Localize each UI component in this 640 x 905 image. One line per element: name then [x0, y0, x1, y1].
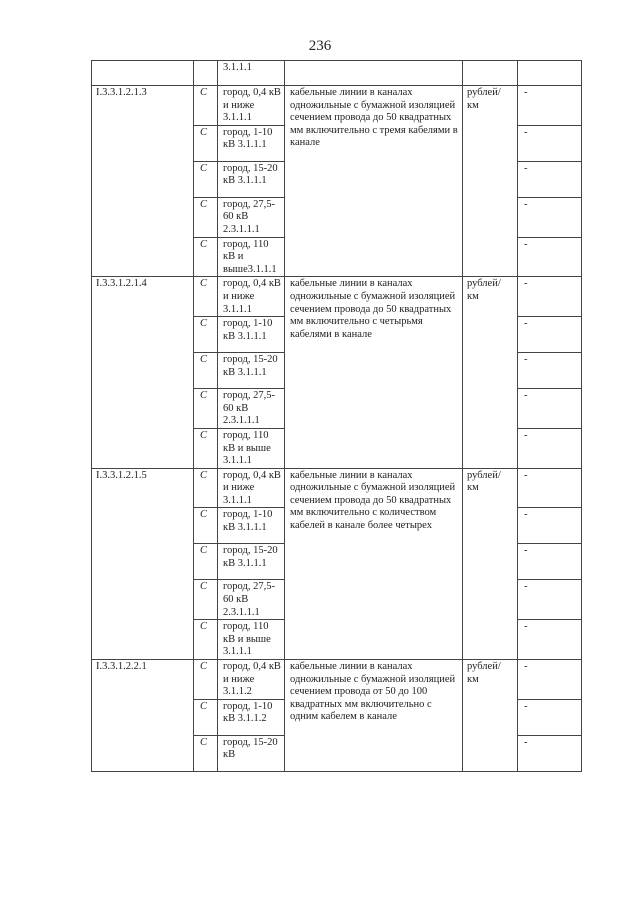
value-cell: -	[518, 389, 582, 429]
code-cell: I.3.3.1.2.1.4	[92, 277, 194, 468]
letter-cell: С	[194, 735, 218, 771]
area-cell: город, 0,4 кВ и ниже 3.1.1.1	[218, 468, 285, 508]
area-cell: город, 0,4 кВ и ниже 3.1.1.1	[218, 277, 285, 317]
letter-cell: С	[194, 468, 218, 508]
area-cell: город, 110 кВ и выше 3.1.1.1	[218, 428, 285, 468]
letter-cell: С	[194, 620, 218, 660]
code-cell	[92, 61, 194, 86]
unit-cell: рублей/ км	[463, 86, 518, 277]
value-cell: -	[518, 317, 582, 353]
letter-cell	[194, 61, 218, 86]
area-cell: город, 1-10 кВ 3.1.1.1	[218, 125, 285, 161]
value-cell: -	[518, 428, 582, 468]
tariff-table	[91, 60, 582, 772]
unit-cell: рублей/ км	[463, 468, 518, 659]
area-cell: город, 110 кВ и выше 3.1.1.1	[218, 620, 285, 660]
area-cell: город, 15-20 кВ	[218, 735, 285, 771]
table-row	[92, 660, 582, 700]
letter-cell: С	[194, 580, 218, 620]
unit-cell: рублей/ км	[463, 277, 518, 468]
value-cell: -	[518, 161, 582, 197]
description-cell: кабельные линии в каналах одножильные с бумажной изоляцией сечением провода до 50 квадратных мм включительно с количеством кабелей в канале более четырех	[285, 468, 463, 659]
value-cell: -	[518, 580, 582, 620]
value-cell: -	[518, 508, 582, 544]
area-cell: город, 0,4 кВ и ниже 3.1.1.1	[218, 86, 285, 126]
value-cell: -	[518, 620, 582, 660]
value-cell: -	[518, 237, 582, 277]
value-cell	[518, 61, 582, 86]
value-cell: -	[518, 277, 582, 317]
letter-cell: С	[194, 660, 218, 700]
area-cell: город, 0,4 кВ и ниже 3.1.1.2	[218, 660, 285, 700]
letter-cell: С	[194, 197, 218, 237]
unit-cell: рублей/ км	[463, 660, 518, 772]
letter-cell: С	[194, 353, 218, 389]
area-cell: город, 15-20 кВ 3.1.1.1	[218, 544, 285, 580]
code-cell: I.3.3.1.2.1.5	[92, 468, 194, 659]
letter-cell: С	[194, 699, 218, 735]
description-cell: кабельные линии в каналах одножильные с бумажной изоляцией сечением провода до 50 квадратных мм включительно с четырьмя кабелями в канале	[285, 277, 463, 468]
letter-cell: С	[194, 508, 218, 544]
value-cell: -	[518, 353, 582, 389]
area-cell: город, 1-10 кВ 3.1.1.1	[218, 317, 285, 353]
letter-cell: С	[194, 86, 218, 126]
letter-cell: С	[194, 428, 218, 468]
value-cell: -	[518, 86, 582, 126]
page-number: 236	[308, 38, 332, 54]
area-cell: город, 27,5-60 кВ 2.3.1.1.1	[218, 389, 285, 429]
table-row	[92, 86, 582, 126]
description-cell	[285, 61, 463, 86]
value-cell: -	[518, 468, 582, 508]
letter-cell: С	[194, 125, 218, 161]
value-cell: -	[518, 197, 582, 237]
area-cell: город, 27,5-60 кВ 2.3.1.1.1	[218, 197, 285, 237]
area-cell: город, 15-20 кВ 3.1.1.1	[218, 353, 285, 389]
code-cell: I.3.3.1.2.2.1	[92, 660, 194, 772]
area-cell: город, 15-20 кВ 3.1.1.1	[218, 161, 285, 197]
letter-cell: С	[194, 544, 218, 580]
code-cell: I.3.3.1.2.1.3	[92, 86, 194, 277]
value-cell: -	[518, 699, 582, 735]
table-row	[92, 277, 582, 317]
table-body	[92, 61, 582, 772]
area-cell: город, 1-10 кВ 3.1.1.1	[218, 508, 285, 544]
area-cell: город, 110 кВ и выше3.1.1.1	[218, 237, 285, 277]
value-cell: -	[518, 735, 582, 771]
continuation-row	[92, 61, 582, 86]
description-cell: кабельные линии в каналах одножильные с бумажной изоляцией сечением провода до 50 квадратных мм включительно с тремя кабелями в канале	[285, 86, 463, 277]
value-cell: -	[518, 660, 582, 700]
area-cell: 3.1.1.1	[218, 61, 285, 86]
letter-cell: С	[194, 161, 218, 197]
value-cell: -	[518, 125, 582, 161]
letter-cell: С	[194, 317, 218, 353]
description-cell: кабельные линии в каналах одножильные с бумажной изоляцией сечением провода от 50 до 100 квадратных мм включительно с одним кабелем в канале	[285, 660, 463, 772]
unit-cell	[463, 61, 518, 86]
area-cell: город, 1-10 кВ 3.1.1.2	[218, 699, 285, 735]
area-cell: город, 27,5-60 кВ 2.3.1.1.1	[218, 580, 285, 620]
letter-cell: С	[194, 277, 218, 317]
value-cell: -	[518, 544, 582, 580]
letter-cell: С	[194, 237, 218, 277]
table-row	[92, 468, 582, 508]
letter-cell: С	[194, 389, 218, 429]
